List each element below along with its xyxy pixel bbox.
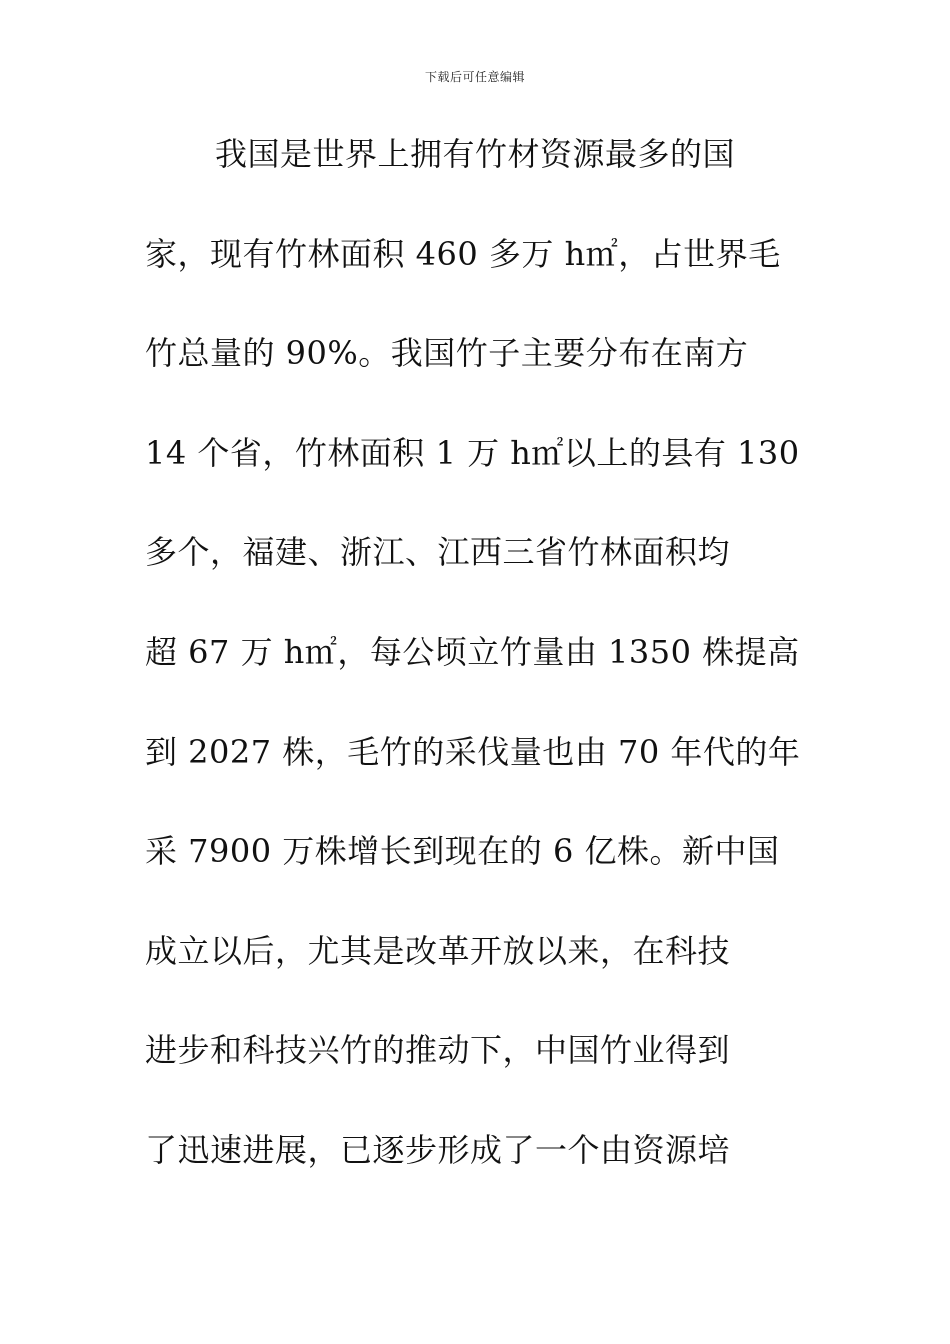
paragraph-line-8: 采 7900 万株增长到现在的 6 亿株。新中国: [145, 832, 780, 871]
paragraph-line-11: 了迅速进展，已逐步形成了一个由资源培: [145, 1130, 731, 1169]
paragraph-line-1: 我国是世界上拥有竹材资源最多的国: [215, 135, 736, 173]
page-header-note: 下载后可任意编辑: [424, 70, 525, 84]
paragraph-line-10: 进步和科技兴竹的推动下，中国竹业得到: [145, 1031, 731, 1070]
paragraph-line-4: 14 个省，竹林面积 1 万 h㎡以上的县有 130: [145, 433, 800, 472]
paragraph-line-6: 超 67 万 h㎡，每公顷立竹量由 1350 株提高: [145, 632, 800, 671]
paragraph-line-2: 家，现有竹林面积 460 多万 h㎡，占世界毛: [145, 234, 781, 273]
paragraph-line-3: 竹总量的 90%。我国竹子主要分布在南方: [145, 334, 749, 373]
paragraph-line-5: 多个，福建、浙江、江西三省竹林面积均: [145, 533, 731, 572]
body-paragraph: [145, 129, 825, 1225]
paragraph-line-9: 成立以后，尤其是改革开放以来，在科技: [145, 931, 731, 970]
paragraph-line-7: 到 2027 株，毛竹的采伐量也由 70 年代的年: [145, 732, 801, 771]
